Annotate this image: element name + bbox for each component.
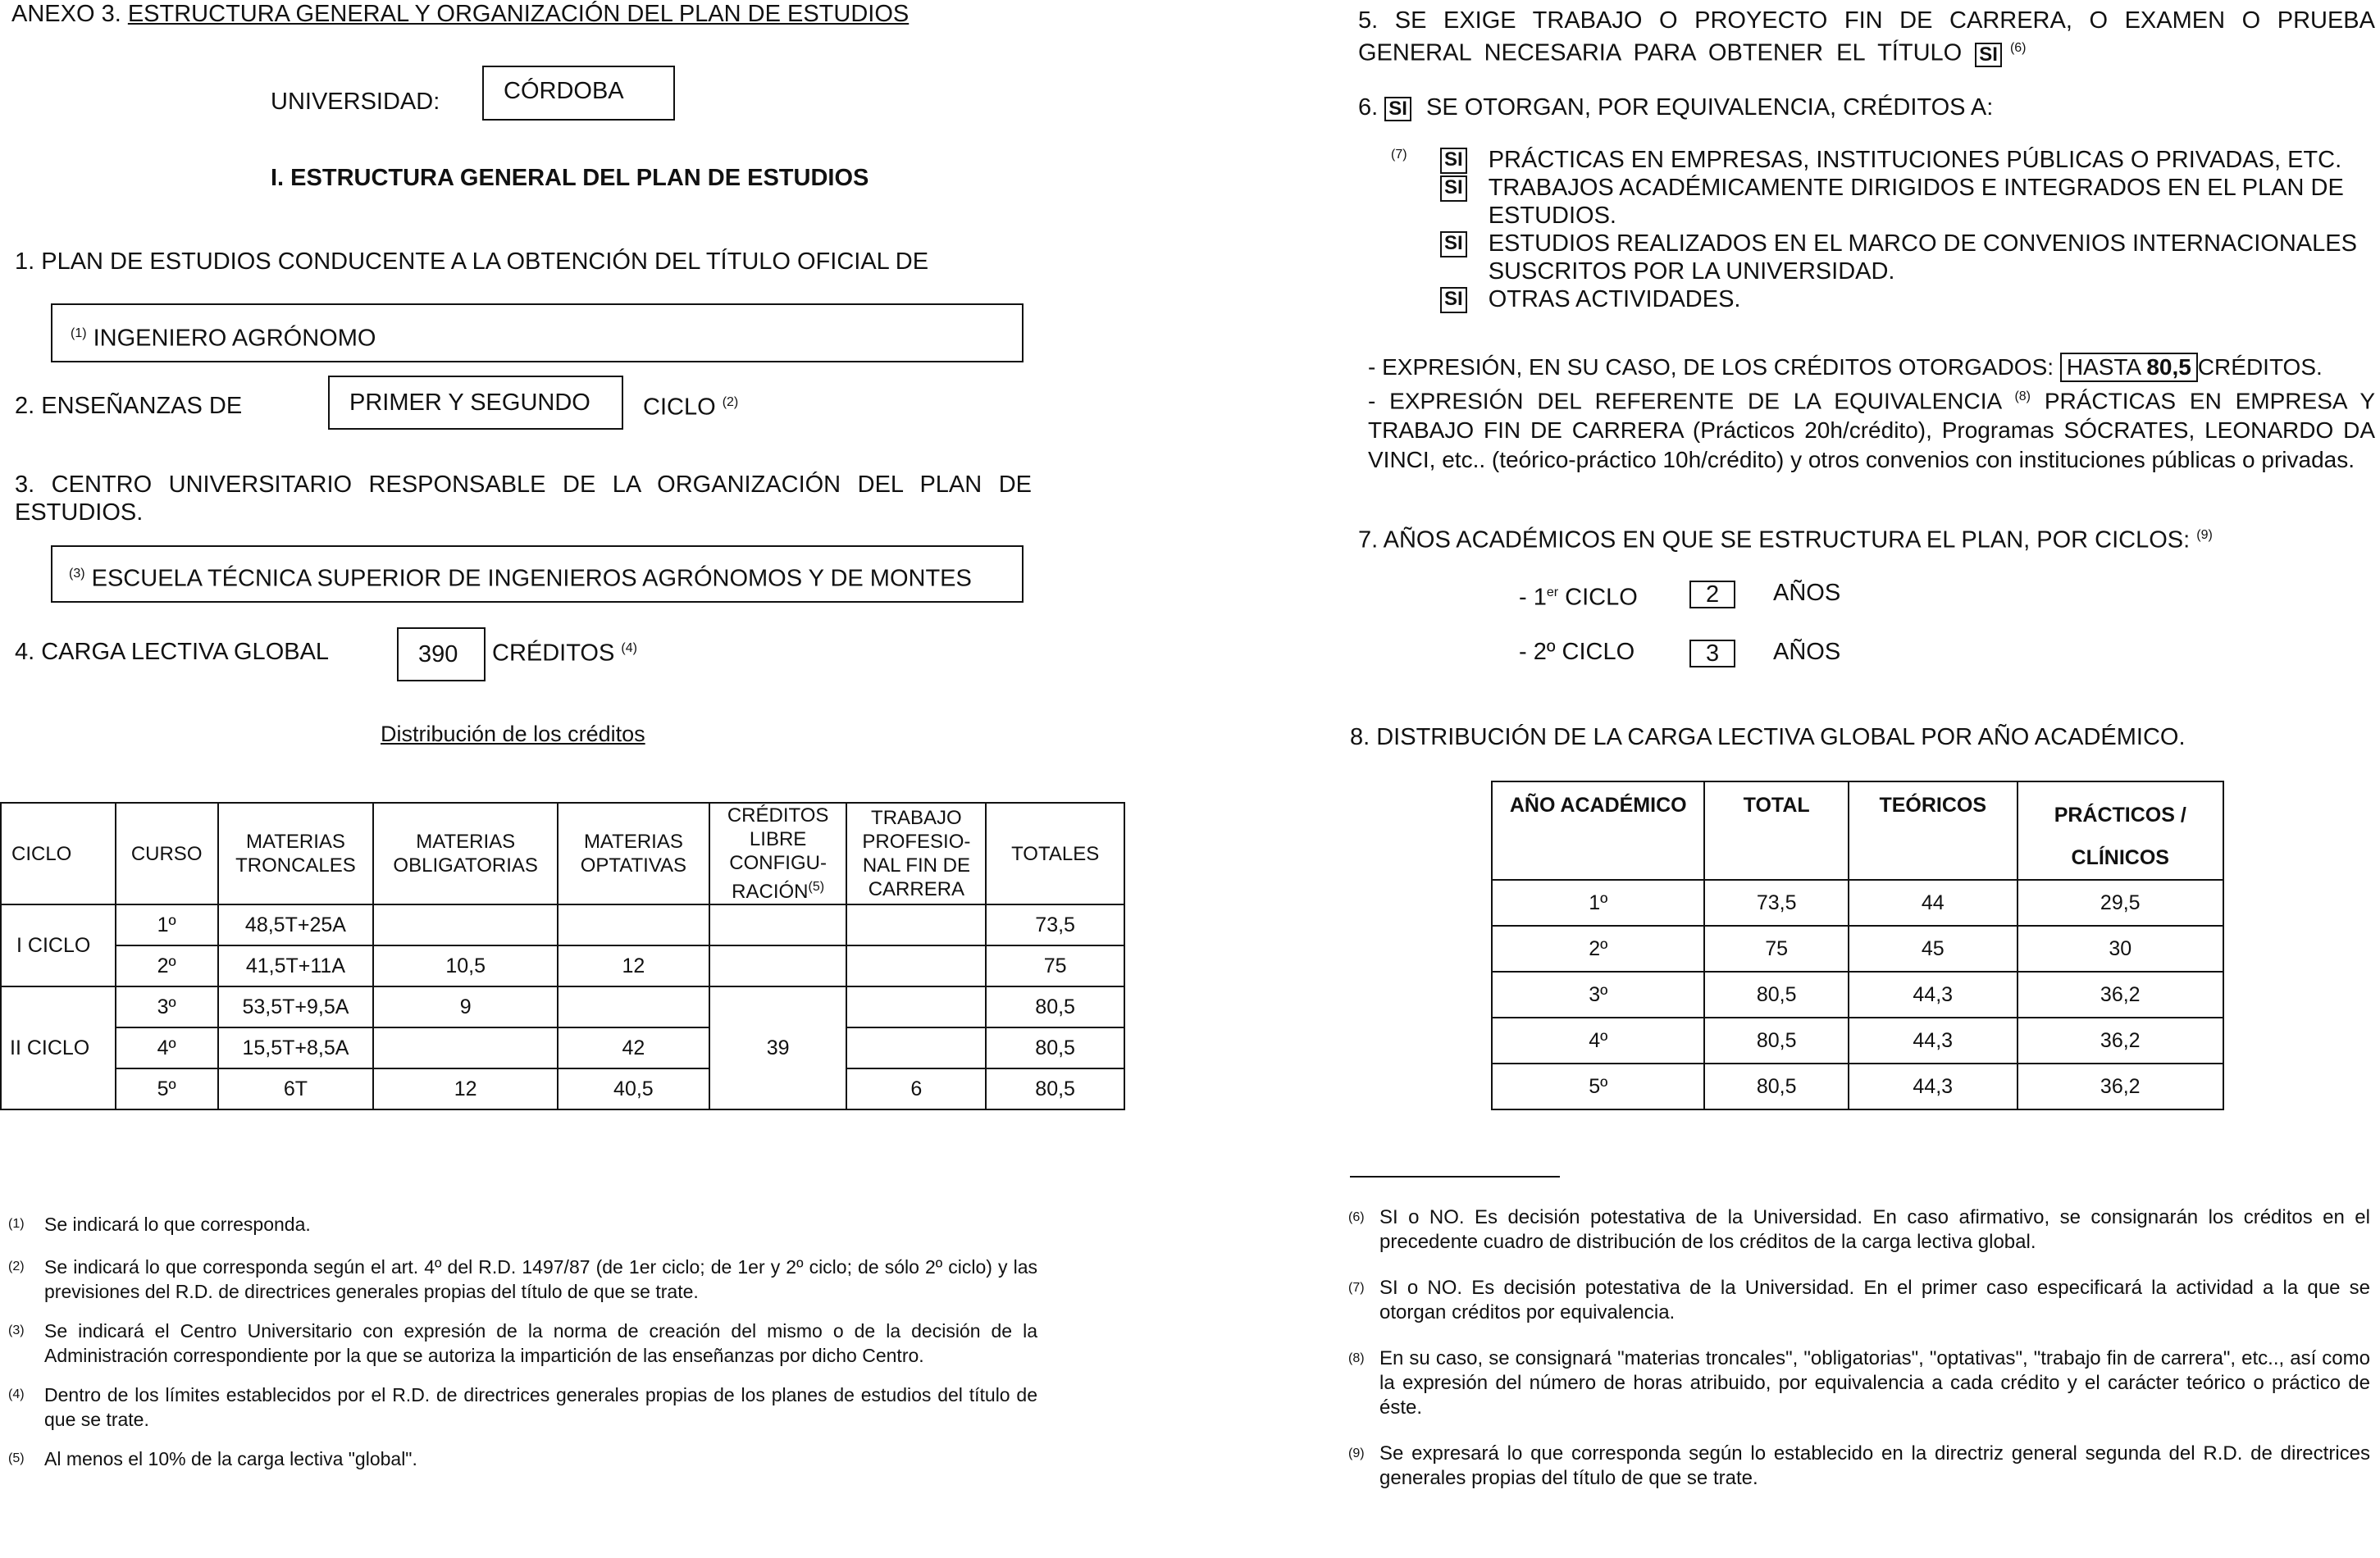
trabajo-cell: [846, 986, 986, 1027]
footnote-mark: (1): [8, 1217, 25, 1231]
footnote-text: Se indicará el Centro Universitario con expresión de la norma de creación del mismo o de la decisión de la Administración correspondiente por la que se autoriza la impartición de las enseñanzas por dicho Centro.: [44, 1320, 1037, 1366]
table-row: [1492, 880, 2223, 926]
footnote-mark: (6): [1348, 1210, 1365, 1224]
optativas-cell: [558, 904, 709, 945]
option-text: ESTUDIOS REALIZADOS EN EL MARCO DE CONVENIOS INTERNACIONALES SUSCRITOS POR LA UNIVERSIDAD.: [1488, 230, 2357, 285]
credits-granted-line: [1368, 353, 2323, 382]
title-field-content: [71, 320, 376, 353]
year-cell: 5º: [1492, 1064, 1704, 1109]
header-ciclo: CICLO: [1, 803, 116, 904]
referent-text: PRÁCTICAS EN EMPRESA Y TRABAJO FIN DE CARRERA (Prácticos 20h/crédito), Programas SÓCRATES, LEONARDO DA VINCI, etc.. (teórico-práctico 10h/crédito) y otros convenios con instituciones públicas o privadas.: [1368, 388, 2376, 473]
credits-field: [397, 627, 486, 681]
option-text: PRÁCTICAS EN EMPRESAS, INSTITUCIONES PÚBLICAS O PRIVADAS, ETC.: [1488, 147, 2342, 173]
obligatorias-cell: [373, 904, 558, 945]
year-cell: 4º: [1492, 1018, 1704, 1064]
option-si-mark: SI: [1440, 148, 1467, 174]
footnote: [1348, 1346, 2370, 1420]
footnote-mark: (9): [1348, 1446, 1365, 1460]
header-teoricos: TEÓRICOS: [1849, 781, 2018, 880]
trabajo-cell: [846, 1027, 986, 1068]
option-si-mark: SI: [1440, 175, 1467, 202]
item2-label: 2. ENSEÑANZAS DE: [15, 393, 243, 419]
cycle-label: - 2º: [1519, 639, 1556, 665]
cycle-label-post: CICLO: [1555, 639, 1635, 665]
practicos-cell: 30: [2018, 926, 2223, 972]
footnote: [8, 1383, 1037, 1432]
credits-granted-num: 80,5: [2146, 354, 2191, 380]
optativas-cell: 40,5: [558, 1068, 709, 1109]
title-field: [51, 303, 1024, 362]
year-cell: 2º: [1492, 926, 1704, 972]
cycle-years-1-box: [1689, 581, 1735, 608]
footnote: [8, 1446, 1037, 1471]
option-row: [1440, 285, 2380, 313]
cycle-label-sup: er: [1546, 585, 1559, 599]
footnote: [8, 1212, 1037, 1237]
teoricos-cell: 44,3: [1849, 1018, 2018, 1064]
distribution-title: Distribución de los créditos: [381, 722, 645, 746]
centre-field: [51, 545, 1024, 603]
cycle-years-2: [1519, 638, 1635, 666]
totales-cell: 80,5: [986, 1027, 1124, 1068]
referent-prefix: - EXPRESIÓN DEL REFERENTE DE LA EQUIVALENCIA: [1368, 388, 2001, 414]
troncales-cell: 15,5T+8,5A: [218, 1027, 374, 1068]
header-practicos: [2018, 781, 2223, 880]
item1-note: (1): [71, 326, 87, 340]
item6-label: 6.: [1358, 94, 1379, 121]
option-text: TRABAJOS ACADÉMICAMENTE DIRIGIDOS E INTEGRADOS EN EL PLAN DE ESTUDIOS.: [1488, 175, 2344, 229]
footnote-mark: (4): [8, 1387, 25, 1401]
ciclo-field: [328, 376, 623, 430]
obligatorias-cell: 10,5: [373, 945, 558, 986]
item6-si-mark: SI: [1384, 97, 1411, 121]
cycle-years-value: 2: [1706, 581, 1720, 608]
header-year: AÑO ACADÉMICO: [1492, 781, 1704, 880]
annex-title: ESTRUCTURA GENERAL Y ORGANIZACIÓN DEL PLAN DE ESTUDIOS: [127, 1, 910, 27]
year-cell: 1º: [1492, 880, 1704, 926]
footnote: [1348, 1205, 2370, 1255]
cycle-years-value: 3: [1706, 640, 1720, 667]
item1-text: 1. PLAN DE ESTUDIOS CONDUCENTE A LA OBTENCIÓN DEL TÍTULO OFICIAL DE: [15, 248, 929, 275]
table-row: [1, 1068, 1124, 1109]
header-obligatorias: MATERIAS OBLIGATORIAS: [373, 803, 558, 904]
footnote-text: SI o NO. Es decisión potestativa de la Universidad. En caso afirmativo, se consignarán los créditos en el precedente cuadro de distribución de los créditos de la carga lectiva global.: [1379, 1206, 2370, 1253]
item8-text: 8. DISTRIBUCIÓN DE LA CARGA LECTIVA GLOBAL POR AÑO ACADÉMICO.: [1350, 724, 2186, 750]
practicos-cell: 36,2: [2018, 972, 2223, 1018]
item7: [1358, 522, 2213, 554]
troncales-cell: 48,5T+25A: [218, 904, 374, 945]
header-trabajo: TRABAJO PROFESIO-NAL FIN DE CARRERA: [846, 803, 986, 904]
cycle-years-1: [1519, 579, 1638, 612]
cycle-years-1-unit: AÑOS: [1773, 580, 1841, 606]
referent-block: [1368, 382, 2375, 475]
footnote-mark: (2): [8, 1260, 25, 1273]
centre-value: ESCUELA TÉCNICA SUPERIOR DE INGENIEROS AGRÓNOMOS Y DE MONTES: [91, 565, 972, 592]
item4-suffix: [492, 635, 637, 667]
year-cell: 3º: [1492, 972, 1704, 1018]
section-title: I. ESTRUCTURA GENERAL DEL PLAN DE ESTUDIOS: [271, 165, 869, 191]
item4-label: 4. CARGA LECTIVA GLOBAL: [15, 639, 330, 665]
footnote-text: Dentro de los límites establecidos por el R.D. de directrices generales propias de los planes de estudios del título de que se trate.: [44, 1384, 1037, 1430]
teoricos-cell: 44,3: [1849, 1064, 2018, 1109]
footnote: [8, 1255, 1037, 1304]
curso-cell: 1º: [116, 904, 218, 945]
troncales-cell: 6T: [218, 1068, 374, 1109]
total-cell: 73,5: [1704, 880, 1849, 926]
obligatorias-cell: 12: [373, 1068, 558, 1109]
title-value: INGENIERO AGRÓNOMO: [93, 325, 376, 352]
total-cell: 80,5: [1704, 1018, 1849, 1064]
referent-note: (8): [2014, 390, 2031, 403]
table-row: [1492, 1064, 2223, 1109]
table-row: [1, 904, 1124, 945]
header-totales: TOTALES: [986, 803, 1124, 904]
footnote-text: Al menos el 10% de la carga lectiva "global".: [44, 1448, 417, 1469]
item7-text: 7. AÑOS ACADÉMICOS EN QUE SE ESTRUCTURA EL PLAN, POR CICLOS:: [1358, 526, 2191, 554]
header-troncales: MATERIAS TRONCALES: [218, 803, 374, 904]
footnote: [8, 1319, 1037, 1368]
item6-note: (7): [1391, 148, 1407, 162]
item6-options: [1386, 146, 2370, 313]
footnote-text: Se indicará lo que corresponda.: [44, 1214, 311, 1235]
footnote-mark: (7): [1348, 1281, 1365, 1295]
university-label: UNIVERSIDAD:: [271, 89, 440, 115]
item6-text: SE OTORGAN, POR EQUIVALENCIA, CRÉDITOS A:: [1426, 94, 1994, 121]
totales-cell: 80,5: [986, 1068, 1124, 1109]
table-row: [1, 986, 1124, 1027]
item5: [1358, 7, 2375, 67]
option-row: [1440, 174, 2367, 230]
obligatorias-cell: [373, 1027, 558, 1068]
optativas-cell: 42: [558, 1027, 709, 1068]
item5-si-mark: SI: [1975, 43, 2002, 67]
header-libre-note: (5): [808, 880, 825, 894]
footnote-mark: (5): [8, 1451, 25, 1465]
trabajo-cell: [846, 904, 986, 945]
option-row: [1440, 230, 2367, 285]
cycle-label: - 1: [1519, 584, 1547, 611]
cycle1-cell: I CICLO: [1, 904, 116, 986]
item4-note: (4): [621, 641, 637, 655]
item2-note: (2): [722, 395, 739, 409]
footnote: [1348, 1276, 2370, 1325]
item3-text: 3. CENTRO UNIVERSITARIO RESPONSABLE DE LA ORGANIZACIÓN DEL PLAN DE ESTUDIOS.: [15, 472, 1032, 526]
item5-note: (6): [2009, 41, 2027, 55]
footnote-mark: (3): [8, 1323, 25, 1337]
header-libre: [709, 803, 847, 904]
libre-cell: [709, 904, 847, 945]
curso-cell: 4º: [116, 1027, 218, 1068]
libre-cell: [709, 945, 847, 986]
footnote-text: SI o NO. Es decisión potestativa de la Universidad. En el primer caso especificará la actividad a la que se otorgan créditos por equivalencia.: [1379, 1277, 2370, 1323]
teoricos-cell: 44,3: [1849, 972, 2018, 1018]
footnote-separator: [1350, 1176, 1560, 1178]
credits-value: 390: [418, 641, 458, 667]
totales-cell: 80,5: [986, 986, 1124, 1027]
optativas-cell: [558, 986, 709, 1027]
footnote: [1348, 1442, 2370, 1491]
annex-prefix: ANEXO 3.: [11, 1, 121, 27]
item2-suffix: [643, 389, 738, 421]
option-si-mark: SI: [1440, 231, 1467, 257]
footnote-text: En su caso, se consignará "materias troncales", "obligatorias", "optativas", "trabajo fin de carrera", etc.., así como la expresión del número de horas atribuido, por equivalencia a cada crédito y el carácter teórico o práctico de éste.: [1379, 1347, 2370, 1419]
curso-cell: 5º: [116, 1068, 218, 1109]
footnotes-left: [8, 1212, 1037, 1471]
ciclo-value: PRIMER Y SEGUNDO: [349, 390, 590, 416]
totales-cell: 75: [986, 945, 1124, 986]
item4-suffix-text: CRÉDITOS: [492, 640, 615, 667]
option-text: OTRAS ACTIVIDADES.: [1488, 286, 1741, 312]
header-optativas: MATERIAS OPTATIVAS: [558, 803, 709, 904]
university-value: CÓRDOBA: [504, 78, 624, 104]
header-total: TOTAL: [1704, 781, 1849, 880]
total-cell: 80,5: [1704, 972, 1849, 1018]
cycle-label-post: CICLO: [1558, 584, 1638, 611]
credits-granted-prefix: - EXPRESIÓN, EN SU CASO, DE LOS CRÉDITOS OTORGADOS:: [1368, 354, 2054, 380]
university-field: [482, 66, 675, 121]
item3-note: (3): [69, 567, 85, 581]
table-row: [1, 945, 1124, 986]
curso-cell: 3º: [116, 986, 218, 1027]
teoricos-cell: 44: [1849, 880, 2018, 926]
header-curso: CURSO: [116, 803, 218, 904]
item7-note: (9): [2196, 528, 2213, 542]
practicos-cell: 29,5: [2018, 880, 2223, 926]
troncales-cell: 41,5T+11A: [218, 945, 374, 986]
table-row: [1, 1027, 1124, 1068]
credits-granted-suffix: CRÉDITOS.: [2197, 354, 2323, 380]
item5-text: 5. SE EXIGE TRABAJO O PROYECTO FIN DE CARRERA, O EXAMEN O PRUEBA GENERAL NECESARIA PARA OBTENER EL TÍTULO: [1358, 7, 2375, 66]
item6: [1358, 93, 1993, 121]
centre-field-content: [69, 560, 972, 593]
total-cell: 80,5: [1704, 1064, 1849, 1109]
footnote-text: Se expresará lo que corresponda según lo establecido en la directriz general segunda del R.D. de directrices generales propias del título de que se trate.: [1379, 1442, 2370, 1489]
optativas-cell: 12: [558, 945, 709, 986]
trabajo-cell: 6: [846, 1068, 986, 1109]
option-row: [1440, 146, 2380, 174]
option-si-mark: SI: [1440, 287, 1467, 313]
practicos-cell: 36,2: [2018, 1018, 2223, 1064]
year-distribution-table: [1491, 781, 2224, 1110]
total-cell: 75: [1704, 926, 1849, 972]
practicos-cell: 36,2: [2018, 1064, 2223, 1109]
header-practicos-line2: CLÍNICOS: [2071, 846, 2169, 869]
cycle-years-2-unit: AÑOS: [1773, 639, 1841, 665]
footnote-text: Se indicará lo que corresponda según el art. 4º del R.D. 1497/87 (de 1er ciclo; de 1er y 2º ciclo; de sólo 2º ciclo) y las previsiones del R.D. de directrices generales propias del título de que se trate.: [44, 1256, 1037, 1302]
teoricos-cell: 45: [1849, 926, 2018, 972]
totales-cell: 73,5: [986, 904, 1124, 945]
item2-suffix-text: CICLO: [643, 394, 716, 421]
table-row: [1492, 1018, 2223, 1064]
credits-table: [0, 802, 1125, 1110]
footnotes-right: [1348, 1205, 2370, 1491]
cycle-years-2-box: [1689, 640, 1735, 667]
curso-cell: 2º: [116, 945, 218, 986]
trabajo-cell: [846, 945, 986, 986]
cycle2-cell: II CICLO: [1, 986, 116, 1109]
header-libre-text: CRÉDITOS LIBRE CONFIGU-RACIÓN: [727, 804, 829, 903]
header-practicos-line1: PRÁCTICOS /: [2054, 804, 2186, 827]
credits-granted-value: [2060, 353, 2198, 382]
libre-cycle2-cell: 39: [709, 986, 847, 1109]
obligatorias-cell: 9: [373, 986, 558, 1027]
credits-granted-pre: HASTA: [2066, 354, 2147, 380]
annex-heading: [11, 0, 909, 28]
footnote-mark: (8): [1348, 1351, 1365, 1365]
table-row: [1492, 972, 2223, 1018]
troncales-cell: 53,5T+9,5A: [218, 986, 374, 1027]
table-row: [1492, 926, 2223, 972]
